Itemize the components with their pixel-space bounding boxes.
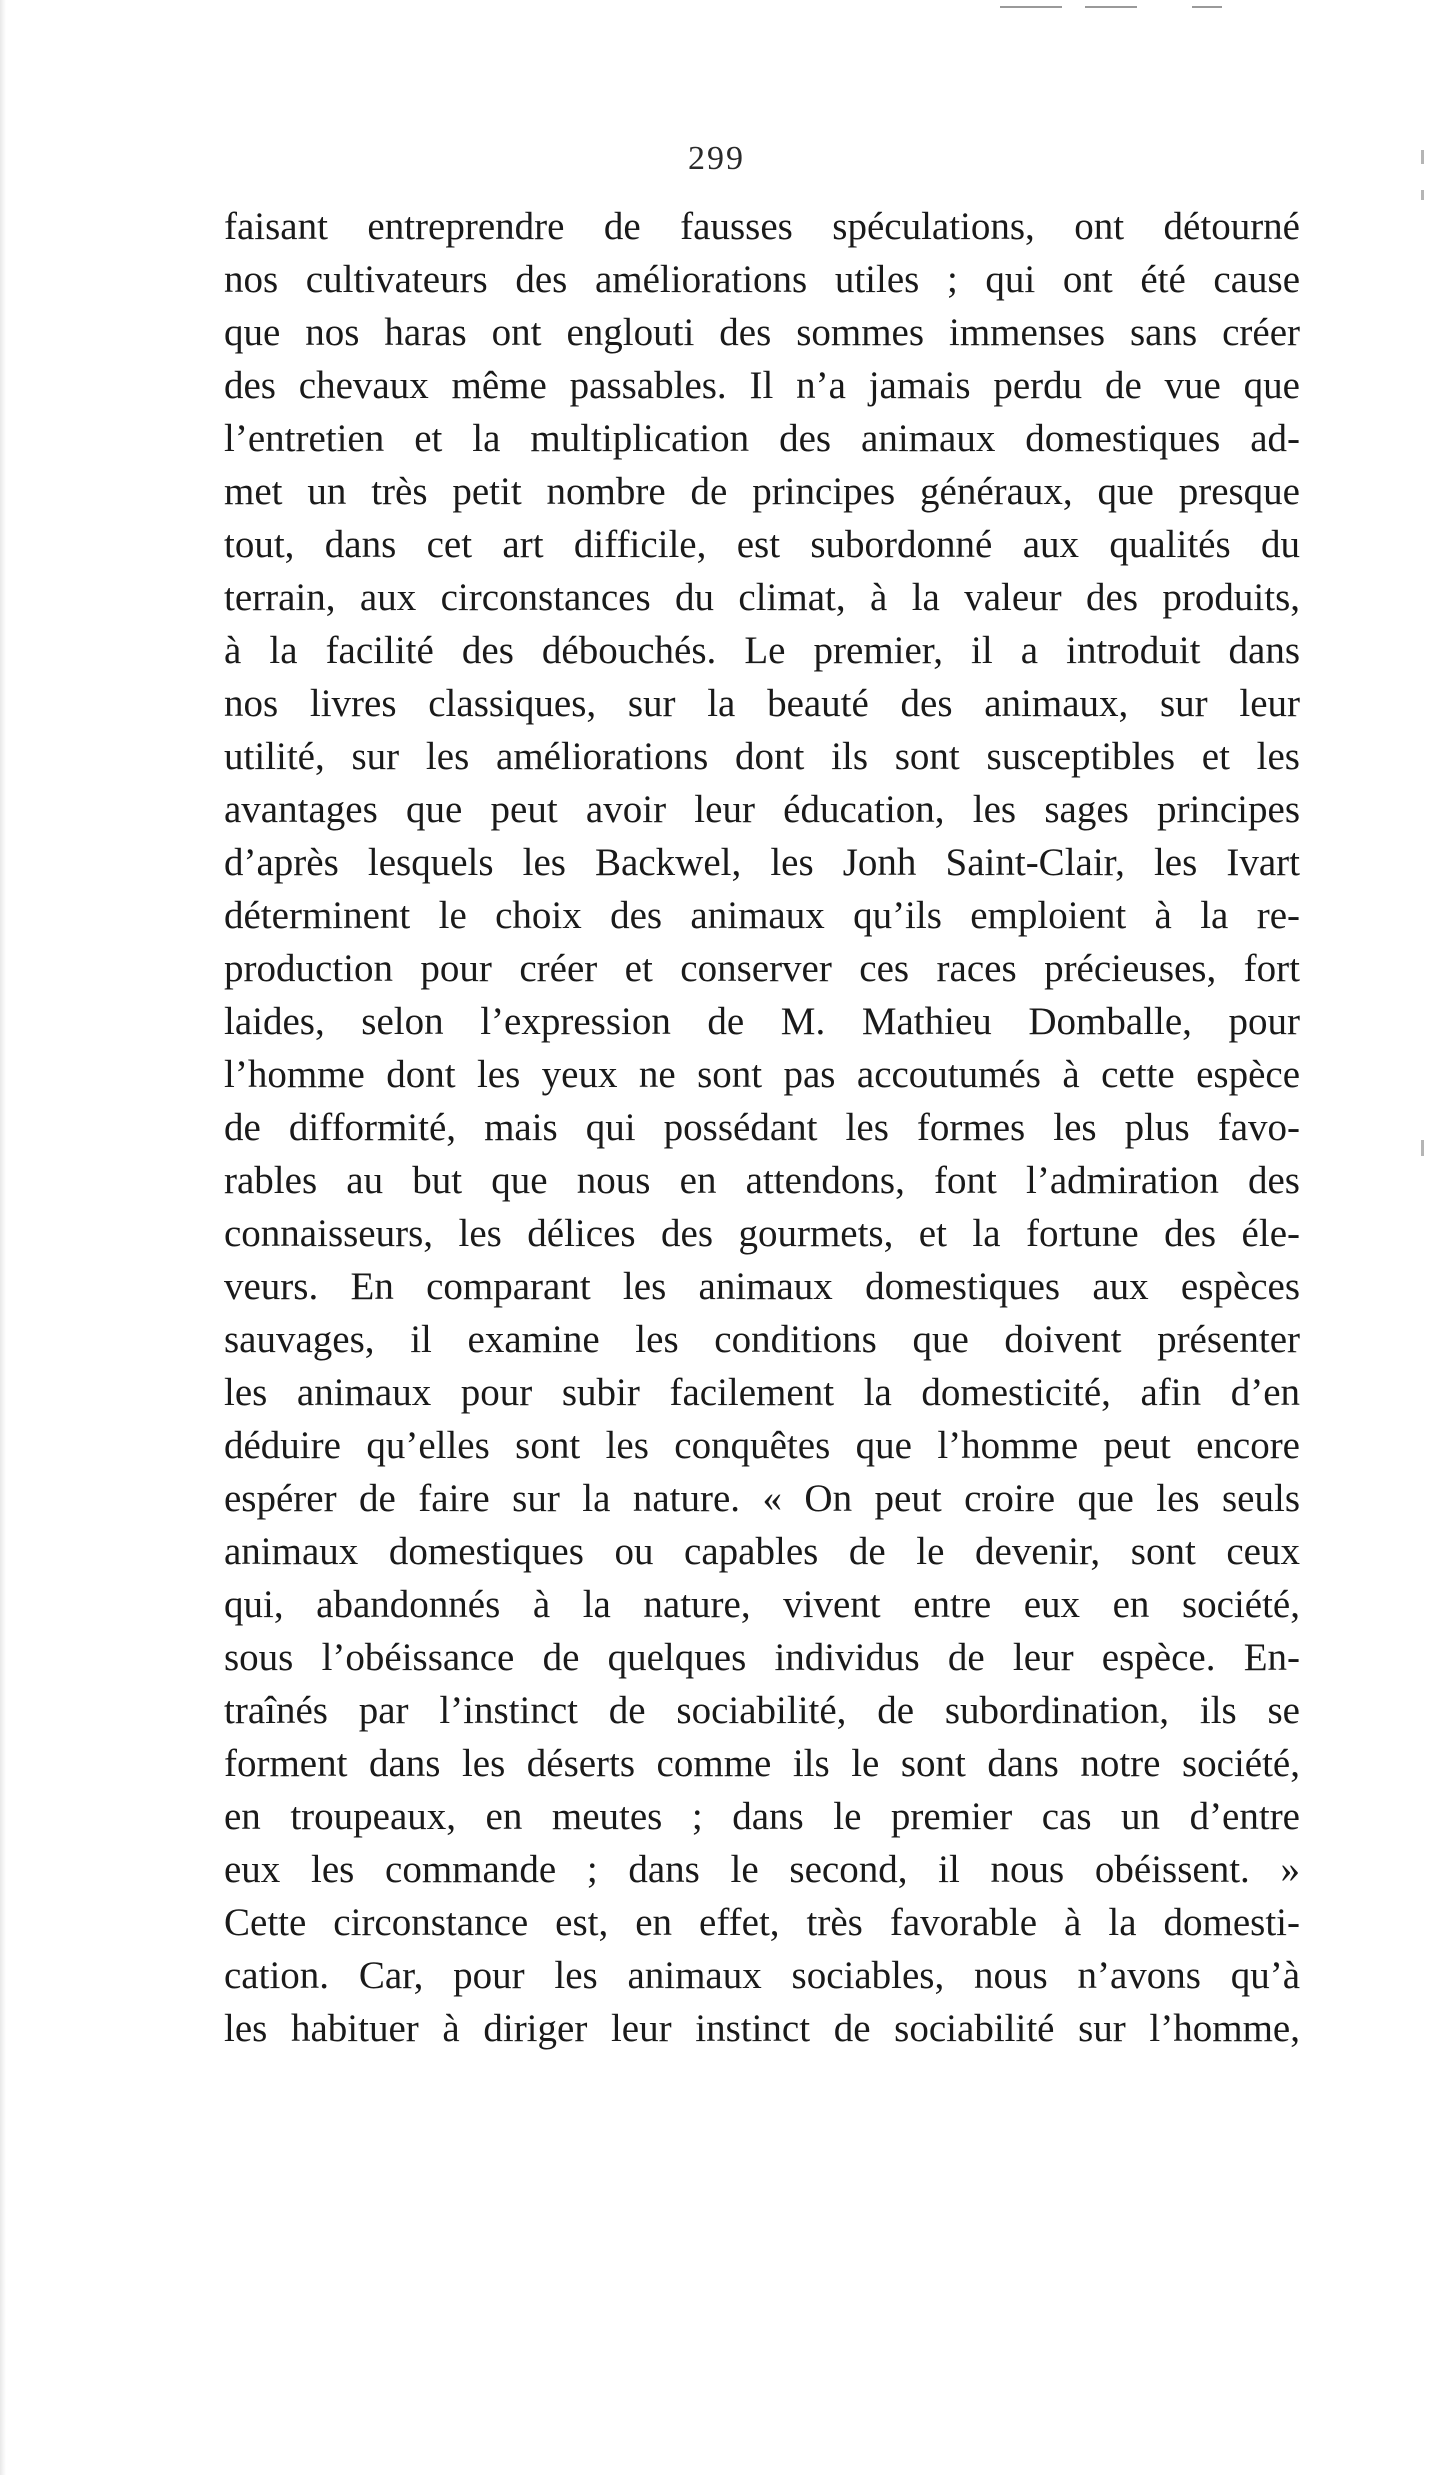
top-rule-mark: [1000, 6, 1062, 8]
text-line: connaisseurs, les délices des gourmets, et la fortune des éle-: [224, 1212, 1300, 1255]
text-line: à la facilité des débouchés. Le premier, il a introduit dans: [224, 629, 1300, 672]
top-rule-mark: [1192, 6, 1222, 8]
text-line: déterminent le choix des animaux qu’ils emploient à la re-: [224, 894, 1300, 937]
text-line: eux les commande ; dans le second, il nous obéissent. »: [224, 1848, 1300, 1891]
text-line: les animaux pour subir facilement la domesticité, afin d’en: [224, 1371, 1300, 1414]
text-line: laides, selon l’expression de M. Mathieu Domballe, pour: [224, 1000, 1300, 1043]
text-line: qui, abandonnés à la nature, vivent entre eux en société,: [224, 1583, 1300, 1626]
text-line: sauvages, il examine les conditions que doivent présenter: [224, 1318, 1300, 1361]
margin-mark: [1421, 190, 1424, 200]
text-line: utilité, sur les améliorations dont ils sont susceptibles et les: [224, 735, 1300, 778]
text-line: de difformité, mais qui possédant les formes les plus favo-: [224, 1106, 1300, 1149]
text-line: sous l’obéissance de quelques individus de leur espèce. En-: [224, 1636, 1300, 1679]
top-rule-mark: [1085, 6, 1137, 8]
text-line: avantages que peut avoir leur éducation, les sages principes: [224, 788, 1300, 831]
text-line: espérer de faire sur la nature. « On peut croire que les seuls: [224, 1477, 1300, 1520]
margin-mark: [1421, 1140, 1424, 1156]
body-text: [224, 200, 1300, 2055]
text-line: veurs. En comparant les animaux domestiques aux espèces: [224, 1265, 1300, 1308]
text-line: des chevaux même passables. Il n’a jamais perdu de vue que: [224, 364, 1300, 407]
text-line: en troupeaux, en meutes ; dans le premier cas un d’entre: [224, 1795, 1300, 1838]
text-line: met un très petit nombre de principes généraux, que presque: [224, 470, 1300, 513]
text-line: nos cultivateurs des améliorations utiles ; qui ont été cause: [224, 258, 1300, 301]
text-line: animaux domestiques ou capables de le devenir, sont ceux: [224, 1530, 1300, 1573]
text-line: cation. Car, pour les animaux sociables, nous n’avons qu’à: [224, 1954, 1300, 1997]
text-line: terrain, aux circonstances du climat, à la valeur des produits,: [224, 576, 1300, 619]
page-edge-shadow: [0, 0, 6, 2475]
text-line: l’entretien et la multiplication des animaux domestiques ad-: [224, 417, 1300, 460]
text-line: nos livres classiques, sur la beauté des animaux, sur leur: [224, 682, 1300, 725]
text-line: tout, dans cet art difficile, est subordonné aux qualités du: [224, 523, 1300, 566]
page-number: 299: [688, 140, 745, 177]
text-line: les habituer à diriger leur instinct de sociabilité sur l’homme,: [224, 2007, 1300, 2050]
text-line: traînés par l’instinct de sociabilité, de subordination, ils se: [224, 1689, 1300, 1732]
text-line: rables au but que nous en attendons, font l’admiration des: [224, 1159, 1300, 1202]
text-line: Cette circonstance est, en effet, très favorable à la domesti-: [224, 1901, 1300, 1944]
text-line: que nos haras ont englouti des sommes immenses sans créer: [224, 311, 1300, 354]
text-line: l’homme dont les yeux ne sont pas accoutumés à cette espèce: [224, 1053, 1300, 1096]
text-line: production pour créer et conserver ces races précieuses, fort: [224, 947, 1300, 990]
text-line: déduire qu’elles sont les conquêtes que l’homme peut encore: [224, 1424, 1300, 1467]
text-line: faisant entreprendre de fausses spéculations, ont détourné: [224, 205, 1300, 248]
text-line: d’après lesquels les Backwel, les Jonh Saint-Clair, les Ivart: [224, 841, 1300, 884]
text-line: forment dans les déserts comme ils le sont dans notre société,: [224, 1742, 1300, 1785]
